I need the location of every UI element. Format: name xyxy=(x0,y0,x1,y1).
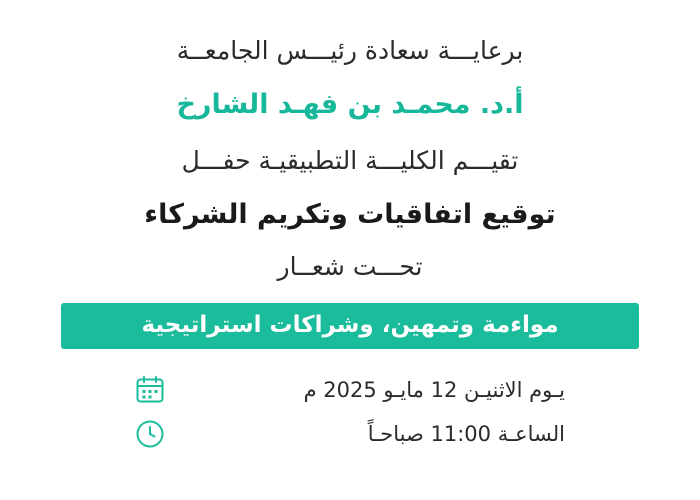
time-row xyxy=(135,419,565,449)
slogan-text: مواءمة وتمهين، وشراكات استراتيجية xyxy=(61,303,639,349)
calendar-icon xyxy=(135,375,165,405)
patron-line: برعايـــة سعادة رئيـــس الجامعــة xyxy=(176,36,524,65)
slogan-banner xyxy=(0,303,700,349)
event-title: توقيع اتفاقيات وتكريم الشركاء xyxy=(144,199,556,230)
organizer-line: تقيـــم الكليـــة التطبيقيـة حفـــل xyxy=(181,146,519,175)
patron-name: أ.د. محمـد بن فهـد الشارخ xyxy=(176,89,524,120)
date-row xyxy=(135,375,565,405)
time-text: الساعـة 11:00 صباحـاً xyxy=(367,422,565,446)
under-slogan-label: تحـــت شعــار xyxy=(277,252,423,281)
date-text: يـوم الاثنيـن 12 مايـو 2025 م xyxy=(303,378,565,402)
clock-icon xyxy=(135,419,165,449)
